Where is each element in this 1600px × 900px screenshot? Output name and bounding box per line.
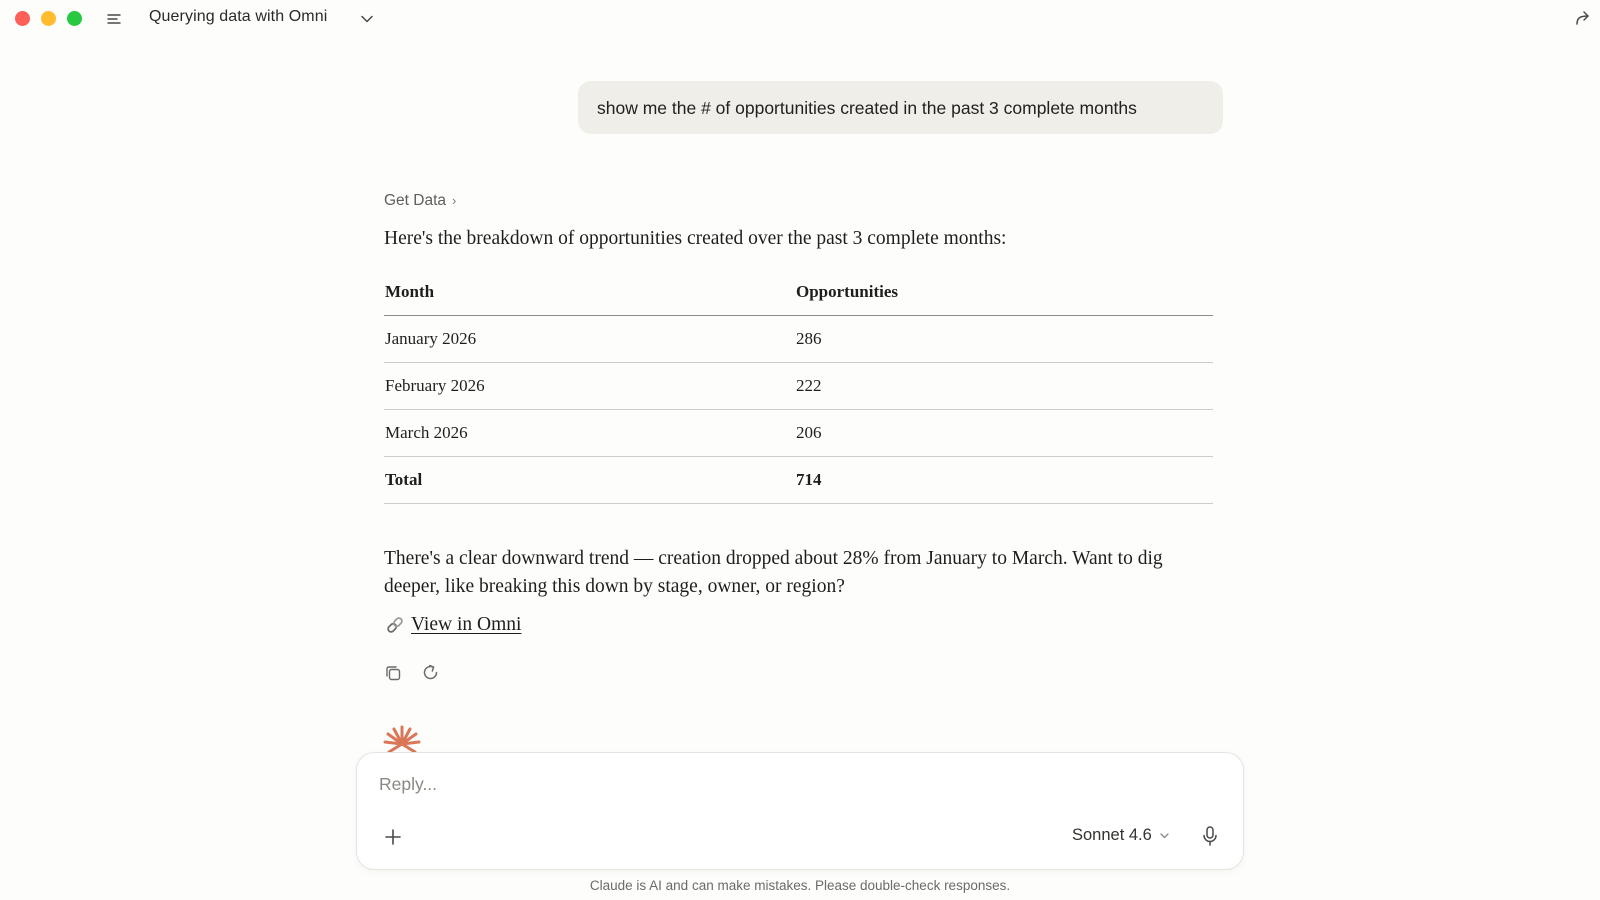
view-in-omni: [384, 614, 521, 636]
retry-icon[interactable]: [421, 663, 440, 682]
opportunities-table: [384, 270, 1213, 504]
table-header-row: [384, 270, 1213, 315]
table-cell-month: February 2026: [384, 362, 796, 409]
user-message: show me the # of opportunities created in the past 3 complete months: [578, 81, 1223, 134]
get-data-step[interactable]: [384, 192, 456, 210]
table-cell-month: January 2026: [384, 315, 796, 362]
plus-icon[interactable]: [383, 827, 403, 847]
chevron-down-icon: [1159, 830, 1170, 841]
response-intro: Here's the breakdown of opportunities created over the past 3 complete months:: [384, 228, 1007, 249]
chevron-right-icon: ›: [452, 193, 457, 208]
table-cell-total-label: Total: [384, 456, 796, 503]
table-row: [384, 409, 1213, 456]
window-close-button[interactable]: [15, 11, 30, 26]
copy-icon[interactable]: [384, 664, 402, 682]
chevron-down-icon[interactable]: [360, 12, 374, 26]
response-summary: There's a clear downward trend — creation dropped about 28% from January to March. Want to dig deeper, like breaking this down by stage, owner, or region?: [384, 548, 1163, 597]
table-cell-count: 206: [796, 409, 1213, 456]
column-header-opportunities: Opportunities: [796, 270, 1213, 315]
share-icon[interactable]: [1574, 9, 1592, 27]
window-minimize-button[interactable]: [41, 11, 56, 26]
table-cell-total-value: 714: [796, 456, 1213, 503]
table-total-row: [384, 456, 1213, 503]
model-selector[interactable]: [1072, 826, 1170, 845]
window-maximize-button[interactable]: [67, 11, 82, 26]
disclaimer-text: Claude is AI and can make mistakes. Please double-check responses.: [589, 878, 1011, 893]
column-header-month: Month: [384, 270, 796, 315]
view-in-omni-link[interactable]: View in Omni: [411, 614, 522, 635]
menu-icon[interactable]: [106, 11, 122, 27]
model-label: Sonnet 4.6: [1072, 826, 1152, 844]
tool-step-label: Get Data: [384, 192, 447, 209]
link-icon: [384, 614, 406, 636]
table-row: [384, 315, 1213, 362]
title-bar: [0, 0, 1600, 38]
table-cell-month: March 2026: [384, 409, 796, 456]
mic-icon[interactable]: [1200, 825, 1220, 847]
reply-input[interactable]: [379, 771, 1199, 797]
conversation-title[interactable]: Querying data with Omni: [149, 8, 328, 25]
table-cell-count: 222: [796, 362, 1213, 409]
table-row: [384, 362, 1213, 409]
claude-spark-icon: [383, 724, 421, 754]
table-cell-count: 286: [796, 315, 1213, 362]
reply-composer: [356, 752, 1244, 870]
